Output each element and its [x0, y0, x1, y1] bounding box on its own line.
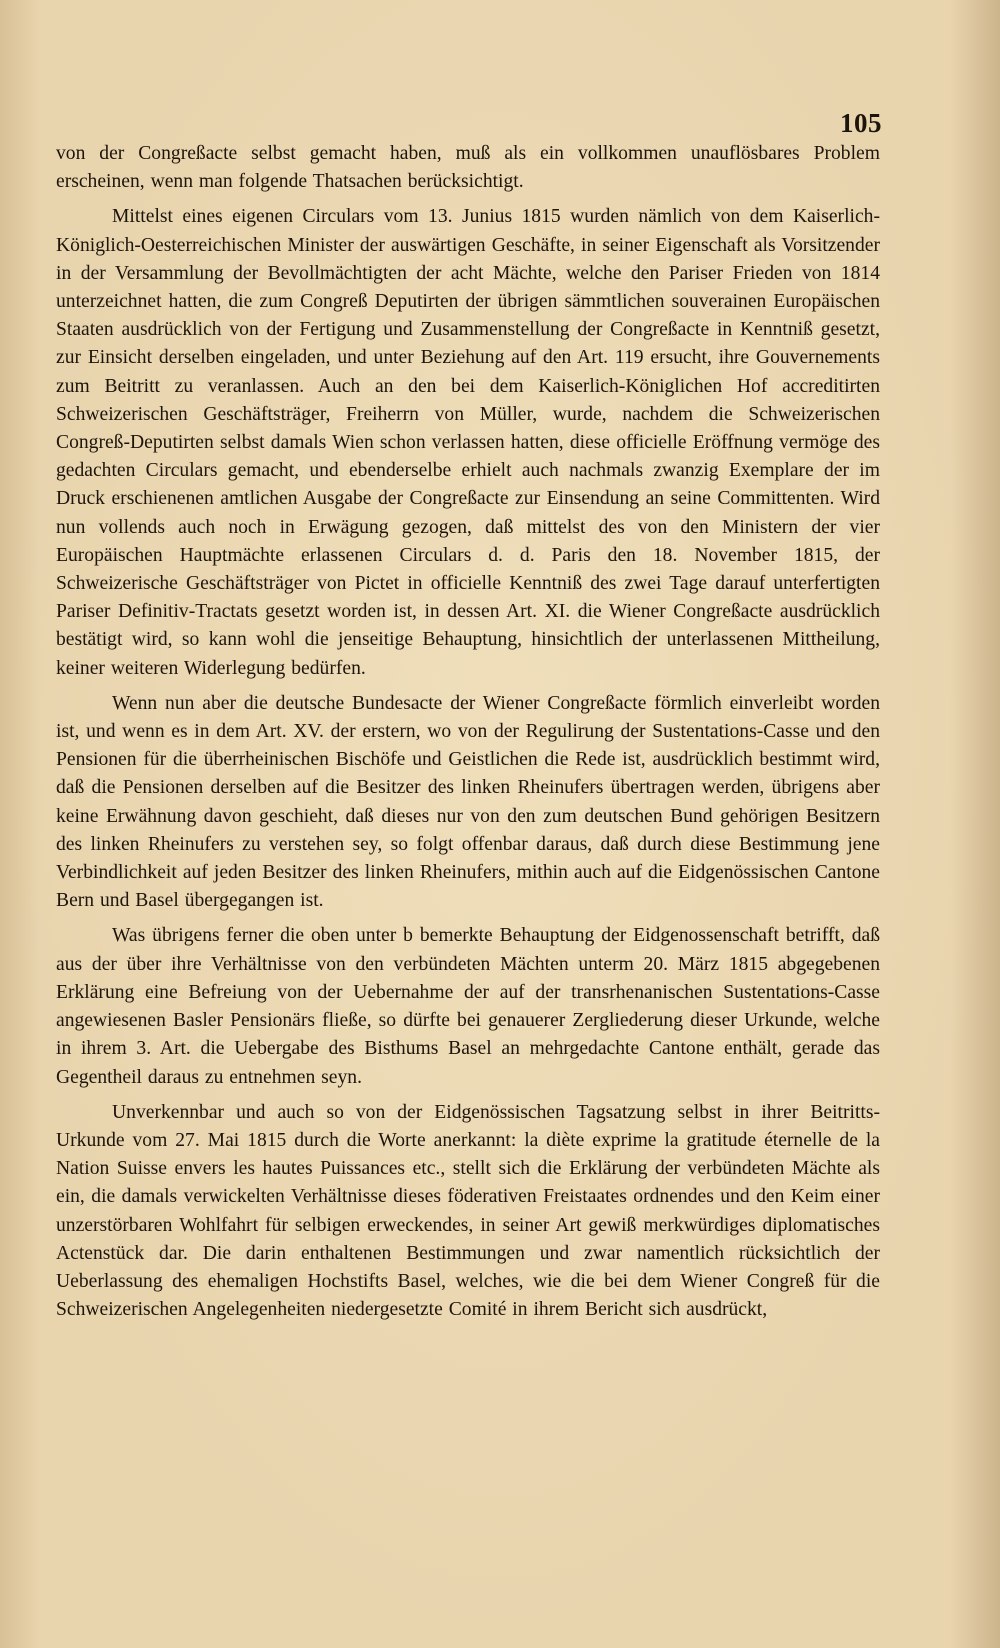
paragraph-declaration: Was übrigens ferner die oben unter b bemerkte Behauptung der Eidgenossenschaft betrifft, daß aus der über ihre Verhältnisse von den verbündeten Mächten unterm 20. März 1815 abgegebenen Erklärung eine Befreiung von der Uebernahme der auf der transrhenanischen Sustentations-Casse angewiesenen Basler Pensionärs fließe, so dürfte bei genauerer Zergliederung dieser Urkunde, welche in ihrem 3. Art. die Uebergabe des Bisthums Basel an mehrgedachte Cantone enthält, gerade das Gegentheil daraus zu entnehmen seyn.: [56, 925, 880, 1088]
paragraph-tagsatzung: Unverkennbar und auch so von der Eidgenössischen Tagsatzung selbst in ihrer Beitritts-Urkunde vom 27. Mai 1815 durch die Worte anerkannt: la diète exprime la gratitude éternelle de la Nation Suisse envers les hautes Puissances etc., stellt sich die Erklärung der verbündeten Mächte als ein, die damals verwickelten Verhältnisse dieses föderativen Freistaates ordnendes und den Keim einer unzerstörbaren Wohlfahrt für selbigen erweckendes, in seiner Art gewiß merkwürdiges diplomatisches Actenstück dar. Die darin enthaltenen Bestimmungen und zwar namentlich rücksichtlich der Ueberlassung des ehemaligen Hochstifts Basel, welches, wie die bei dem Wiener Congreß für die Schweizerischen Angelegenheiten niedergesetzte Comité in ihrem Bericht sich ausdrückt,: [56, 1101, 880, 1321]
paragraph-continuation: von der Congreßacte selbst gemacht haben, muß als ein vollkommen unauflösbares Problem erscheinen, wenn man folgende Thatsachen berücksichtigt.: [56, 143, 880, 193]
page-number: 105: [840, 108, 882, 138]
paragraph-bundesacte: Wenn nun aber die deutsche Bundesacte der Wiener Congreßacte förmlich einverleibt worden ist, und wenn es in dem Art. XV. der erstern, wo von der Regulirung der Sustentations-Casse und den Pensionen für die überrheinischen Bischöfe und Geistlichen die Rede ist, ausdrücklich bestimmt wird, daß die Pensionen derselben auf die Besitzer des linken Rheinufers übertragen werden, übrigens aber keine Erwähnung davon geschieht, daß dieses nur von den zum deutschen Bund gehörigen Besitzern des linken Rheinufers zu verstehen sey, so folgt offenbar daraus, daß durch diese Bestimmung jene Verbindlichkeit auf jeden Besitzer des linken Rheinufers, mithin auch auf die Eidgenössischen Cantone Bern und Basel übergegangen ist.: [56, 692, 880, 912]
body-text: [56, 140, 880, 1324]
paragraph-circular: Mittelst eines eigenen Circulars vom 13. Junius 1815 wurden nämlich von dem Kaiserlich-Königlich-Oesterreichischen Minister der auswärtigen Geschäfte, in seiner Eigenschaft als Vorsitzender in der Versammlung der Bevollmächtigten der acht Mächte, welche den Pariser Frieden von 1814 unterzeichnet hatten, die zum Congreß Deputirten der übrigen sämmtlichen souverainen Europäischen Staaten ausdrücklich von der Fertigung und Zusammenstellung der Congreßacte in Kenntniß gesetzt, zur Einsicht derselben eingeladen, und unter Beziehung auf den Art. 119 ersucht, ihre Gouvernements zum Beitritt zu veranlassen. Auch an den bei dem Kaiserlich-Königlichen Hof accreditirten Schweizerischen Geschäftsträger, Freiherrn von Müller, wurde, nachdem die Schweizerischen Congreß-Deputirten selbst damals Wien schon verlassen hatten, diese officielle Eröffnung vermöge des gedachten Circulars gemacht, und ebenderselbe erhielt auch nachmals zwanzig Exemplare der im Druck erschienenen amtlichen Ausgabe der Congreßacte zur Einsendung an seine Committenten. Wird nun vollends auch noch in Erwägung gezogen, daß mittelst des von den Ministern der vier Europäischen Hauptmächte erlassenen Circulars d. d. Paris den 18. November 1815, der Schweizerische Geschäftsträger von Pictet in officielle Kenntniß des zwei Tage darauf unterfertigten Pariser Definitiv-Tractats gesetzt worden ist, in dessen Art. XI. die Wiener Congreßacte ausdrücklich bestätigt wird, so kann wohl die jenseitige Behauptung, hinsichtlich der unterlassenen Mittheilung, keiner weiteren Widerlegung bedürfen.: [56, 206, 880, 679]
